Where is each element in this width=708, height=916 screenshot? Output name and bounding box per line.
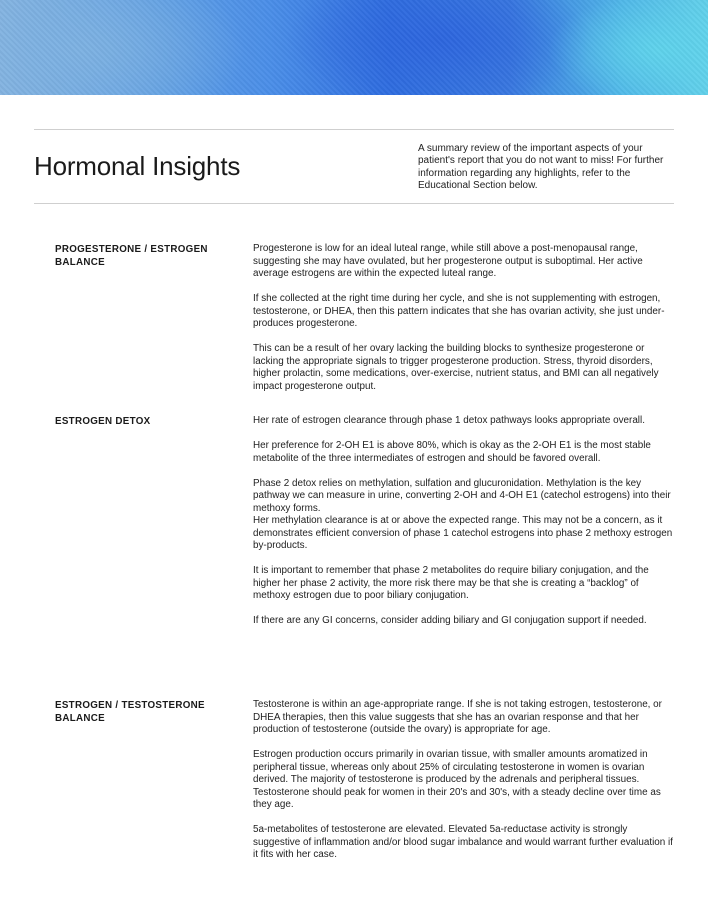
section-paragraph: Phase 2 detox relies on methylation, sulfation and glucuronidation. Methylation is the key pathway we can measure in urine, converting 2-OH and 4-OH E1 (catechol estrogens) into their methoxy forms. [253, 477, 671, 514]
section-paragraph: This can be a result of her ovary lacking the building blocks to synthesize progesterone or lacking the appropriate signals to trigger progesterone production. Stress, thyroid disorders, higher prolactin, some medications, over-exercise, nutrient status, and BMI can all negatively impact progesterone output. [253, 343, 659, 392]
section-paragraph: If there are any GI concerns, consider adding biliary and GI conjugation support if needed. [253, 615, 647, 626]
section-paragraph: It is important to remember that phase 2 metabolites do require biliary conjugation, and the higher her phase 2 activity, the more risk there may be that she is creating a “backlog” of methoxy estrogen due to poor biliary conjugation. [253, 565, 649, 601]
header-bottom-divider [34, 203, 674, 204]
section-label: ESTROGEN DETOX [55, 416, 151, 427]
header-summary: A summary review of the important aspects of your patient's report that you do not want to miss! For further information regarding any highlights, refer to the Educational Section below. [418, 143, 664, 192]
section-label: ESTROGEN / TESTOSTERONE BALANCE [55, 700, 205, 724]
section-body [253, 415, 673, 640]
section-body [253, 243, 673, 406]
section-paragraph: Estrogen production occurs primarily in ovarian tissue, with smaller amounts aromatized in peripheral tissue, whereas only about 25% of circulating testosterone in women is ovarian derived. The majority of testosterone is produced by the adrenals and peripheral tissues. Testosterone should peak for women in their 20's and 30's, with a steady decline over time as they age. [253, 749, 661, 810]
page-title: Hormonal Insights [34, 151, 241, 181]
header-banner [0, 0, 708, 95]
header-top-divider [34, 129, 674, 130]
section-paragraph: Her rate of estrogen clearance through phase 1 detox pathways looks appropriate overall. [253, 415, 645, 426]
section-paragraph: Her methylation clearance is at or above the expected range. This may not be a concern, as it demonstrates efficient conversion of phase 1 catechol estrogens into phase 2 methoxy estrogen by-products. [253, 515, 673, 551]
section-paragraph: If she collected at the right time during her cycle, and she is not supplementing with estrogen, testosterone, or DHEA, then this pattern indicates that she has ovarian activity, she just under-produces progesterone. [253, 293, 665, 329]
section-paragraph: Her preference for 2-OH E1 is above 80%, which is okay as the 2-OH E1 is the most stable metabolite of the three intermediates of estrogen and should be favored overall. [253, 440, 651, 464]
section-paragraph: Testosterone is within an age-appropriate range. If she is not taking estrogen, testosterone, or DHEA therapies, then this value suggests that she has an ovarian response and that her production of testosterone (outside the ovary) is appropriate for age. [253, 699, 662, 735]
section-label: PROGESTERONE / ESTROGEN BALANCE [55, 244, 208, 268]
section-paragraph: 5a-metabolites of testosterone are elevated. Elevated 5a-reductase activity is strongly suggestive of inflammation and/or blood sugar imbalance and would warrant further evaluation if it fits with her case. [253, 824, 673, 860]
section-paragraph: Progesterone is low for an ideal luteal range, while still above a post-menopausal range, suggesting she may have ovulated, but her progesterone output is suboptimal. Her active average estrogens are within the expected luteal range. [253, 243, 643, 279]
section-body [253, 699, 673, 874]
